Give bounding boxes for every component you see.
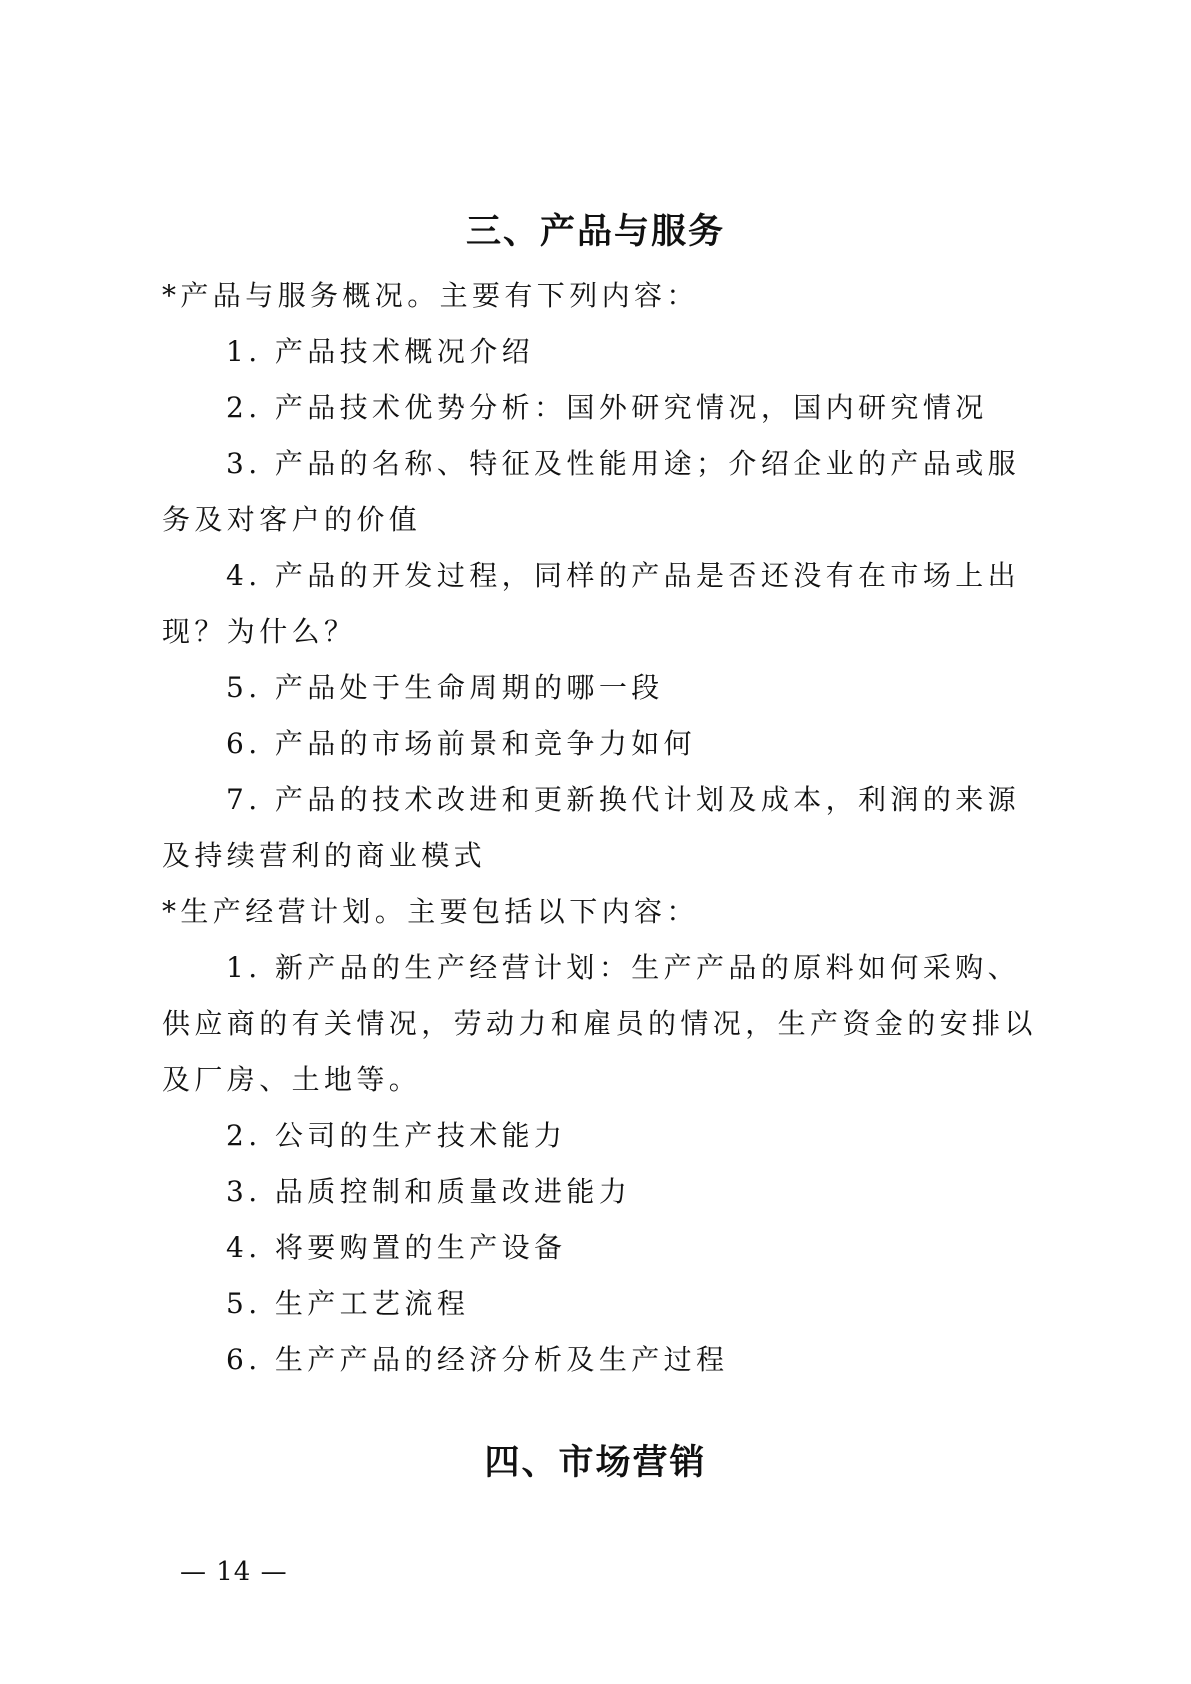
list-item: 3. 产品的名称、特征及性能用途；介绍企业的产品或服务及对客户的价值 [162, 447, 1021, 536]
list-item: 5. 产品处于生命周期的哪一段 [226, 671, 664, 704]
list-item: 4. 产品的开发过程，同样的产品是否还没有在市场上出现？为什么？ [162, 559, 1021, 648]
list-item: 6. 生产产品的经济分析及生产过程 [226, 1343, 729, 1376]
section-heading-marketing: 四、市场营销 [484, 1443, 707, 1483]
list-item: 1. 新产品的生产经营计划：生产产品的原料如何采购、供应商的有关情况，劳动力和雇员的情况，生产资金的安排以及厂房、土地等。 [162, 951, 1037, 1096]
section-body [162, 268, 1042, 1388]
list-item: 1. 产品技术概况介绍 [226, 335, 535, 368]
section-heading-products-services: 三、产品与服务 [465, 212, 725, 252]
list-item: 2. 产品技术优势分析：国外研究情况，国内研究情况 [226, 391, 988, 424]
list-item: 7. 产品的技术改进和更新换代计划及成本，利润的来源及持续营利的商业模式 [162, 783, 1021, 872]
paragraph-overview-intro: *产品与服务概况。主要有下列内容： [162, 279, 699, 312]
list-item: 5. 生产工艺流程 [226, 1287, 470, 1320]
list-item: 3. 品质控制和质量改进能力 [226, 1175, 632, 1208]
list-item: 2. 公司的生产技术能力 [226, 1119, 567, 1152]
page-number: — 14 — [180, 1557, 288, 1587]
paragraph-production-plan-intro: *生产经营计划。主要包括以下内容： [162, 895, 699, 928]
list-item: 4. 将要购置的生产设备 [226, 1231, 567, 1264]
list-item: 6. 产品的市场前景和竞争力如何 [226, 727, 697, 760]
